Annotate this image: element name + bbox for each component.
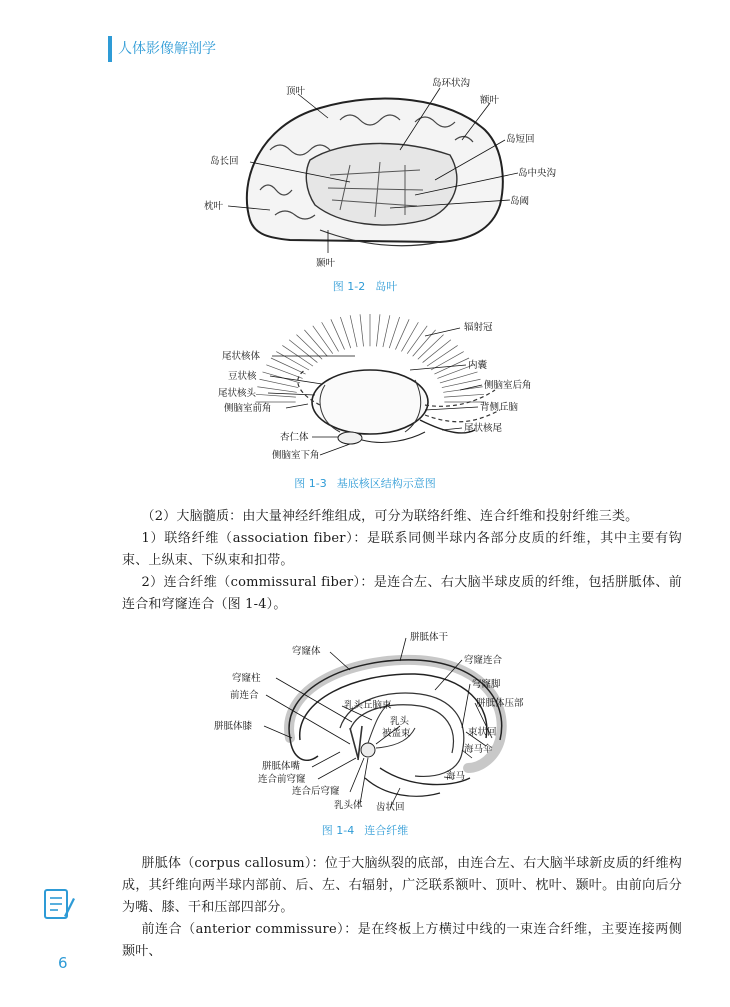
radiating-fiber-line [350,315,357,347]
figure-1-2-caption-title: 岛叶 [375,280,398,293]
radiating-fiber-line [431,352,464,370]
figure-1-3-caption-number: 图 1-3 [294,477,327,490]
label-shuzhuanghui: 束状回 [468,727,497,738]
label-qionglongzhu: 穹窿柱 [232,673,261,684]
paragraph-anterior-commissure: 前连合（anterior commissure）：是在终板上方横过中线的一束连合纤维，主要连接两侧颞叶、 [122,922,682,959]
label-rutou-line2: 被盖束 [382,728,411,739]
label-beiceqiuniao: 背侧丘脑 [480,402,519,413]
radiating-fiber-line [418,335,444,360]
running-header-title: 人体影像解剖学 [118,41,216,57]
figure-1-4-illustration [200,628,560,818]
figure-1-3-caption [0,475,730,491]
page-number: 6 [58,954,68,972]
notebook-pen-icon [42,886,76,928]
label-xingrenti: 杏仁体 [280,432,309,443]
label-lianhehouqionglong: 连合后穹窿 [292,786,340,797]
radiating-fiber-line [257,387,296,393]
label-qionglonglianhe: 穹窿连合 [464,655,503,666]
header-accent-bar [108,36,112,62]
radiating-fiber-line [271,358,306,374]
label-rutou-line1: 乳头 [390,716,410,727]
radiating-fiber-line [383,315,390,347]
label-neinang: 内囊 [468,360,488,371]
radiating-fiber-line [376,314,379,346]
label-daoduanhui: 岛短回 [506,134,535,145]
radiating-fiber-line [276,352,309,370]
paragraph-commissural-fiber: 2）连合纤维（commissural fiber）：是连合左、右大脑半球皮质的纤维，包括胼胝体、前连合和穹窿连合（图 1-4）。 [122,575,682,612]
label-haimasan: 海马伞 [464,744,493,755]
radiating-fiber-line [407,326,427,354]
label-qionglongti: 穹窿体 [292,646,321,657]
label-rutouqiunaoshu: 乳头丘脑束 [344,700,392,711]
label-eye: 额叶 [480,95,500,106]
label-zhenye: 枕叶 [204,201,224,212]
label-weizhuanghetou: 尾状核头 [218,388,257,399]
radiating-fiber-line [427,345,458,366]
figure-1-4-commissural-fibers [200,628,560,818]
label-fusheguan: 辐射冠 [464,322,493,333]
figure-1-2-caption [0,278,730,294]
label-lianheqianqionglong: 连合前穹窿 [258,774,306,785]
label-haima: 海马 [446,771,466,782]
radiating-fiber-line [413,330,436,356]
label-cenaoshiqianjiao: 侧脑室前角 [224,403,272,414]
radiating-fiber-line [322,322,339,351]
label-cenaoshixiajiao: 侧脑室下角 [272,450,320,461]
radiating-fiber-line [313,326,333,354]
figure-1-2-caption-number: 图 1-2 [332,280,366,293]
radiating-fiber-line [401,322,418,351]
figure-1-2-illustration [200,70,557,270]
radiating-fiber-line [444,394,484,397]
figure-1-3-illustration [210,310,550,470]
radiating-fiber-line [256,394,296,397]
paragraph-corpus-callosum: 胼胝体（corpus callosum）：位于大脑纵裂的底部，由连合左、右大脑半球新皮质的纤维构成，其纤维向两半球内部前、后、左、右辐射，广泛联系额叶、顶叶、枕叶、颞叶。由前向后分为嘴、膝、干和压部四部分。 [122,856,682,915]
label-weizhuangheti: 尾状核体 [222,351,261,362]
label-pianzhitigan: 胼胝体干 [410,632,449,643]
figure-1-3-caption-title: 基底核区结构示意图 [336,477,436,490]
label-qionglongjiao: 穹窿脚 [472,679,501,690]
figure-1-2-insula [200,70,557,270]
figure-1-3-basal-ganglia [210,310,550,470]
figure-1-4-caption-number: 图 1-4 [321,824,355,837]
label-daozhongyanggou: 岛中央沟 [518,168,557,179]
label-nieye: 颞叶 [316,258,336,269]
label-daoyu: 岛阈 [510,196,530,207]
label-daochanghui: 岛长回 [210,156,239,167]
figure-1-4-caption [0,822,730,838]
label-rutouti: 乳头体 [334,800,363,811]
label-cenaoshihoujiao: 侧脑室后角 [484,380,532,391]
label-qianlianhe: 前连合 [230,690,259,701]
label-weizhuanghewei: 尾状核尾 [464,423,503,434]
label-douzhuanghe: 豆状核 [228,371,257,382]
radiating-fiber-line [304,330,327,356]
label-pianzhitixi: 胼胝体膝 [214,721,253,732]
label-chizhuanghui: 齿状回 [376,802,405,813]
figure-1-4-caption-title: 连合纤维 [364,824,409,837]
label-pianzhitizui: 胼胝体嘴 [262,761,301,772]
radiating-fiber-line [360,314,363,346]
label-daohuangou: 岛环状沟 [432,78,471,89]
paragraph-cerebral-medulla: （2）大脑髓质：由大量神经纤维组成，可分为联络纤维、连合纤维和投射纤维三类。 [141,509,639,524]
label-pianzhitiyabu: 胼胝体压部 [476,698,524,709]
radiating-fiber-line [296,335,322,360]
label-dingye: 顶叶 [286,86,306,97]
paragraph-association-fiber: 1）联络纤维（association fiber）：是联系同侧半球内各部分皮质的纤维，其中主要有钩束、上纵束、下纵束和扣带。 [122,531,682,568]
